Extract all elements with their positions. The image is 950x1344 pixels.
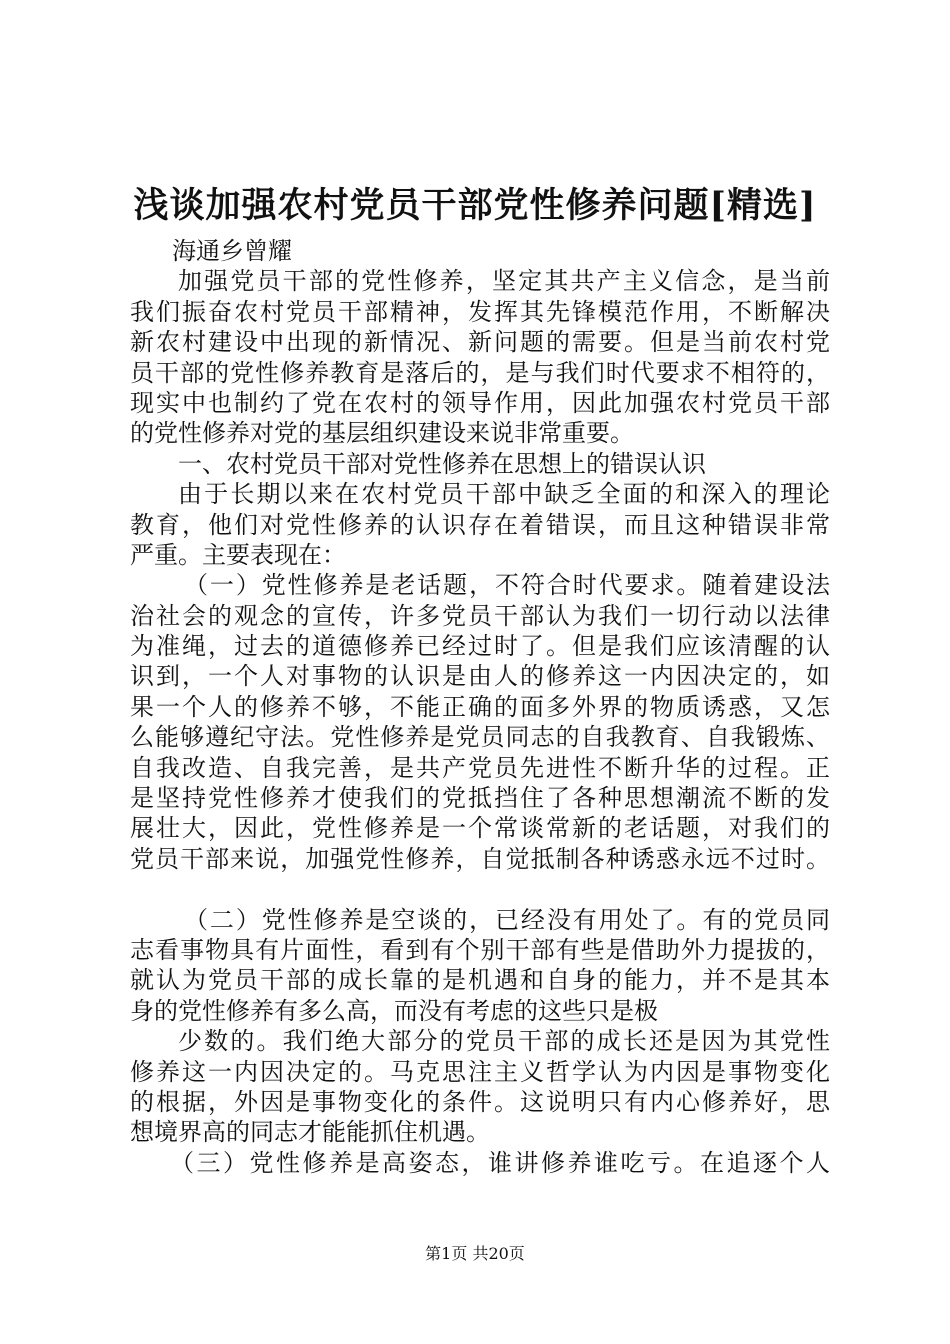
paragraph-line: 现实中也制约了党在农村的领导作用，因此加强农村党员干部 [130,388,830,417]
paragraph-line: 修养这一内因决定的。马克思注主义哲学认为内因是事物变化 [130,1057,830,1086]
paragraph-line: 就认为党员干部的成长靠的是机遇和自身的能力，并不是其本 [130,966,830,995]
paragraph-line: 么能够遵纪守法。党性修养是党员同志的自我教育、自我锻炼、 [130,723,830,752]
blank-line [130,874,830,904]
paragraph-line: 党员干部来说，加强党性修养，自觉抵制各种诱惑永远不过时。 [130,844,830,873]
paragraph-line: 员干部的党性修养教育是落后的，是与我们时代要求不相符的， [130,358,830,387]
paragraph-line: 的党性修养对党的基层组织建设来说非常重要。 [130,419,634,448]
paragraph-line: 展壮大，因此，党性修养是一个常谈常新的老话题，对我们的 [130,814,830,843]
paragraph-line: 识到，一个人对事物的认识是由人的修养这一内因决定的，如 [130,662,830,691]
paragraph-line: （三）党性修养是高姿态，谁讲修养谁吃亏。在追逐个人 [170,1148,830,1177]
document-body [130,236,830,1178]
paragraph-line: 我们振奋农村党员干部精神，发挥其先锋模范作用，不断解决 [130,297,830,326]
paragraph-line: 果一个人的修养不够，不能正确的面多外界的物质诱惑，又怎 [130,692,830,721]
section-heading: 一、农村党员干部对党性修养在思想上的错误认识 [178,449,706,478]
paragraph-line: 教育，他们对党性修养的认识存在着错误，而且这种错误非常 [130,510,830,539]
paragraph-line: 治社会的观念的宣传，许多党员干部认为我们一切行动以法律 [130,601,830,630]
paragraph-line: 严重。主要表现在： [130,540,346,569]
paragraph-line: 想境界高的同志才能能抓住机遇。 [130,1118,490,1147]
paragraph-line: （二）党性修养是空谈的，已经没有用处了。有的党员同 [184,905,830,934]
paragraph-line: 自我改造、自我完善，是共产党员先进性不断升华的过程。正 [130,753,830,782]
paragraph-line: 身的党性修养有多么高，而没有考虑的这些只是极 [130,996,658,1025]
author-line: 海通乡曾耀 [172,237,292,265]
paragraph-line: 新农村建设中出现的新情况、新问题的需要。但是当前农村党 [130,328,830,357]
document-title: 浅谈加强农村党员干部党性修养问题[精选] [133,185,817,226]
paragraph-line: 志看事物具有片面性，看到有个别干部有些是借助外力提拔的， [130,935,830,964]
paragraph-line: 少数的。我们绝大部分的党员干部的成长还是因为其党性 [178,1027,830,1056]
page-number-footer: 第1页 共20页 [425,1244,525,1263]
paragraph-line: 是坚持党性修养才使我们的党抵挡住了各种思想潮流不断的发 [130,784,830,813]
paragraph-line: （一）党性修养是老话题，不符合时代要求。随着建设法 [184,571,830,600]
paragraph-line: 加强党员干部的党性修养，坚定其共产主义信念，是当前 [178,267,830,296]
paragraph-line: 的根据，外因是事物变化的条件。这说明只有内心修养好，思 [130,1087,830,1116]
paragraph-line: 由于长期以来在农村党员干部中缺乏全面的和深入的理论 [178,480,830,509]
paragraph-line: 为准绳，过去的道德修养已经过时了。但是我们应该清醒的认 [130,632,830,661]
